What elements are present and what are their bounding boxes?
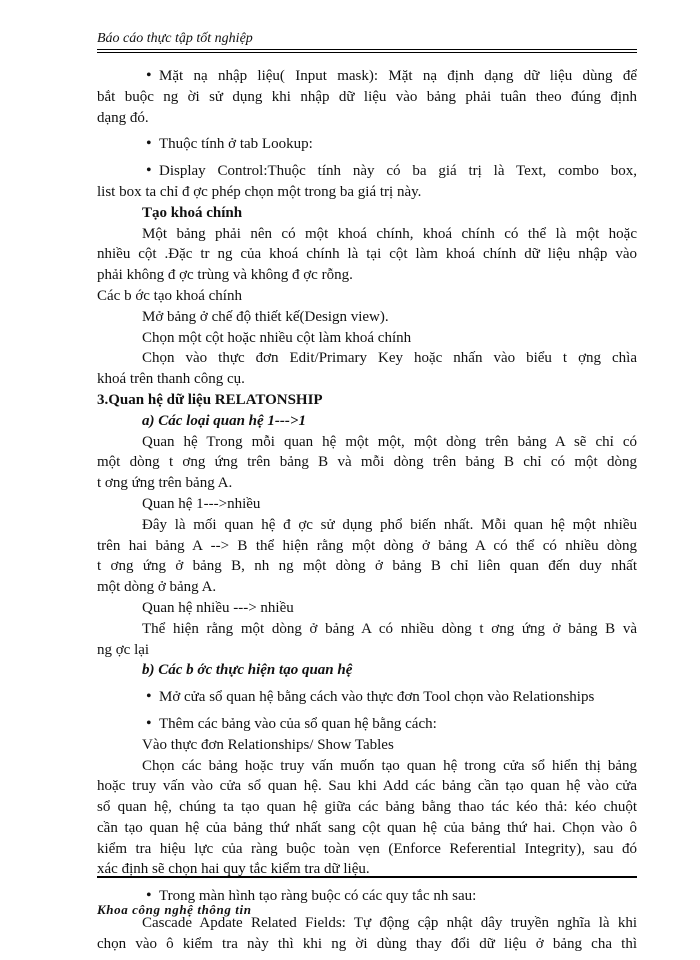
bullet-open-relationships: • Mở cửa sổ quan hệ bằng cách vào thực đơn Tool chọn vào Relationships	[97, 687, 637, 708]
document-body	[97, 66, 637, 955]
header-rule-double	[97, 52, 637, 53]
footer-rule	[97, 876, 637, 878]
paragraph-line: t ơng ứng ở bảng B, nh ng một dòng ở bảng B chỉ liên quan đến duy nhất	[97, 558, 637, 575]
paragraph-line: Thể hiện rằng một dòng ở bảng A có nhiều dòng t ơng ứng ở bảng B và	[142, 620, 637, 637]
paragraph-line: cần tạo quan hệ của bảng thứ nhất sang cột quan hệ của bảng thứ hai. Chọn vào ô	[97, 819, 637, 836]
paragraph-line: sổ quan hệ, chúng ta tạo quan hệ giữa các bảng bằng thao tác kéo thả: kéo chuột	[97, 799, 637, 816]
step-line: Mở bảng ở chế độ thiết kế(Design view).	[142, 308, 389, 325]
paragraph-line: một dòng t ơng ứng trên bảng B và mỗi dòng trên bảng B chỉ có một dòng	[97, 454, 637, 471]
relation-type-label: Quan hệ 1--->nhiều	[142, 495, 261, 512]
bullet-lookup-tab: • Thuộc tính ở tab Lookup:	[97, 134, 637, 155]
section-heading-relationship: 3.Quan hệ dữ liệu RELATONSHIP	[97, 391, 323, 408]
paragraph-line: xác định sẽ chọn hai quy tắc kiểm tra dữ liệu.	[97, 861, 370, 878]
paragraph-line: Quan hệ Trong mỗi quan hệ một một, một dòng trên bảng A sẽ chỉ có	[142, 433, 637, 450]
paragraph-line: trên hai bảng A --> B thể hiện rằng một dòng ở bảng A có thể có nhiều dòng	[97, 537, 637, 554]
paragraph-line: chọn vào ô kiểm tra này thì khi ng ời dùng thay đổi dữ liệu ở bảng cha thì	[97, 935, 637, 952]
bullet-input-mask: • Mặt nạ nhập liệu( Input mask): Mặt nạ định dạng dữ liệu dùng để	[97, 66, 637, 87]
header-rule	[97, 49, 637, 50]
paragraph-line: Chọn các bảng hoặc truy vấn muốn tạo quan hệ trong cửa sổ hiển thị bảng	[142, 757, 637, 774]
subheading-relation-types: a) Các loại quan hệ 1--->1	[142, 412, 306, 429]
step-line: Chọn một cột hoặc nhiều cột làm khoá chính	[142, 329, 412, 346]
paragraph-line: hoặc truy vấn vào cửa sổ quan hệ. Sau khi Add các bảng cần tạo quan hệ vào cửa	[97, 778, 637, 795]
relation-type-label: Quan hệ nhiều ---> nhiều	[142, 599, 294, 616]
paragraph-line: Đây là mối quan hệ đ ợc sử dụng phổ biến nhất. Mỗi quan hệ một nhiều	[142, 516, 637, 533]
bullet-add-tables: • Thêm các bảng vào của sổ quan hệ bằng cách:	[97, 714, 637, 735]
paragraph-line: phải không đ ợc trùng và không đ ợc rỗng.	[97, 267, 353, 284]
step-line: Vào thực đơn Relationships/ Show Tables	[142, 736, 394, 753]
steps-heading: Các b ớc tạo khoá chính	[97, 287, 242, 304]
paragraph-line: ng ợc lại	[97, 641, 150, 658]
paragraph-line: dạng đó.	[97, 109, 149, 126]
section-heading-primary-key: Tạo khoá chính	[142, 204, 243, 221]
page-footer: Khoa công nghệ thông tin	[97, 902, 252, 917]
paragraph-line: Một bảng phải nên có một khoá chính, khoá chính có thể là một hoặc	[142, 225, 637, 242]
paragraph-line: kiểm tra hiệu lực của ràng buộc toàn vẹn (Enforce Referential Integrity), sau đó	[97, 840, 637, 857]
paragraph-line: list box ta chỉ đ ợc phép chọn một trong ba giá trị này.	[97, 183, 422, 200]
paragraph-line: bắt buộc ng ời sử dụng khi nhập dữ liệu vào bảng phải tuân theo đúng định	[97, 88, 637, 105]
bullet-integrity-rules: • Trong màn hình tạo ràng buộc có các quy tắc nh sau:	[97, 886, 637, 907]
page-header: Báo cáo thực tập tốt nghiệp	[97, 31, 253, 46]
paragraph-line: khoá trên thanh công cụ.	[97, 371, 245, 388]
paragraph-line: Cascade Apdate Related Fields: Tự động cập nhật dây truyền nghĩa là khi	[142, 915, 637, 932]
paragraph-line: nhiều cột .Đặc tr ng của khoá chính là tại cột làm khoá chính dữ liệu nhập vào	[97, 246, 637, 263]
step-line: Chọn vào thực đơn Edit/Primary Key hoặc nhấn vào biểu t ợng chìa	[142, 350, 637, 367]
subheading-create-steps: b) Các b ớc thực hiện tạo quan hệ	[142, 662, 353, 679]
paragraph-line: một dòng ở bảng A.	[97, 579, 217, 596]
paragraph-line: t ơng ứng trên bảng A.	[97, 475, 233, 492]
bullet-display-control: • Display Control:Thuộc tính này có ba giá trị là Text, combo box,	[97, 161, 637, 182]
